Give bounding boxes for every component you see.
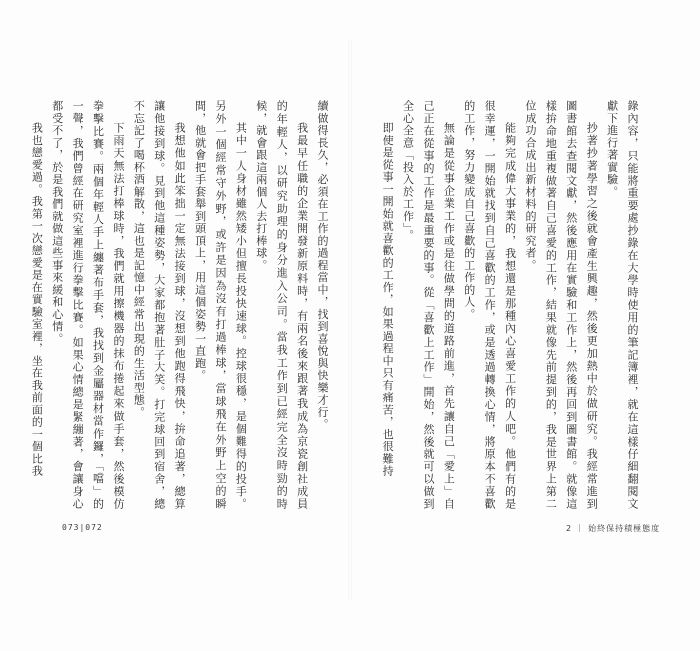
paragraph: 其中一人身材雖然矮小但擅長投快速球。控球很穩，是個難得的投手。另外一個經常守外野，或許是因為沒有打過棒球，當球飛在外野上空的瞬間，他就會把手套舉到頭頂上，用這個姿勢一直跑。 <box>193 100 248 510</box>
running-footer: 2 ｜ 始終保持積極態度 <box>566 524 661 533</box>
left-page <box>30 100 332 510</box>
book-gutter <box>348 40 352 600</box>
paragraph: 能夠完成偉大事業的，我想還是那種內心喜愛工作的人吧。他們有的是很幸運，一開始就找到自己喜歡的工作，或是透過轉換心情，將原本不喜歡的工作，努力變成自己喜歡的工作的人。 <box>462 100 517 510</box>
paragraph: 錄內容，只能將重要處抄錄在大學時使用的筆記簿裡，就在這樣仔細翻閱文獻下進行著實驗。 <box>605 100 639 510</box>
right-page <box>372 100 642 510</box>
left-page-text <box>26 100 332 510</box>
paragraph: 續做得長久，必須在工作的過程當中，找到喜悅與快樂才行。 <box>316 100 329 431</box>
paragraph: 我想他如此笨拙一定無法接到球，沒想到他跑得飛快，拚命追著，總算讓他接到球。見到他這種姿勢，大家都抱著肚子大笑。打完球回到宿舍，總不忘記了喝杯酒解散，這也是記憶中經常出現的生活型態。 <box>132 100 187 510</box>
paragraph: 我也戀愛過。我第一次戀愛是在實驗室裡，坐在我前面的一個比我 <box>30 122 44 478</box>
paragraph: 無論是從事企業工作或是往做學問的道路前進，首先讓自己「愛上」自己正在從事的工作是最重要的事。從「喜歡上工作」開始，然後就可以做到全心全意「投入於工作」。 <box>401 100 456 510</box>
paragraph: 即使是從事一開始就喜歡的工作，如果過程中只有痛苦，也很難持 <box>381 122 395 478</box>
paragraph: 下雨天無法打棒球時，我們就用擦機器的抹布捲起來做手套，然後模仿拳擊比賽。兩個年輕人手上纏著布手套，我找到金屬器材當作鑼，「噹」的一聲，我們曾經在研究室裡進行拳擊比賽。如果心情總是緊繃著，會讓身心都受不了，於是我們就做這些事來緩和心情。 <box>50 100 125 510</box>
right-page-text <box>377 100 642 510</box>
paragraph: 我最早任職的企業開發新原料時，有兩名後來跟著我成為京瓷創社成員的年輕人，以研究助理的身分進入公司。當我工作到已經完全沒時勁的時候，就會跟這兩個人去打棒球。 <box>254 100 309 510</box>
page-number: 073|072 <box>62 523 103 532</box>
paragraph: 抄著抄著學習之後就會產生興趣，然後更加熱中於做研究。我經常進到圖書館去查閱文獻，然後應用在實驗和工作上，然後再回到圖書館。就像這樣拚命地重複做著自己喜愛的工作，結果就像先前提到的，我是世界上第二位成功合成出新材料的研究者。 <box>523 100 599 510</box>
